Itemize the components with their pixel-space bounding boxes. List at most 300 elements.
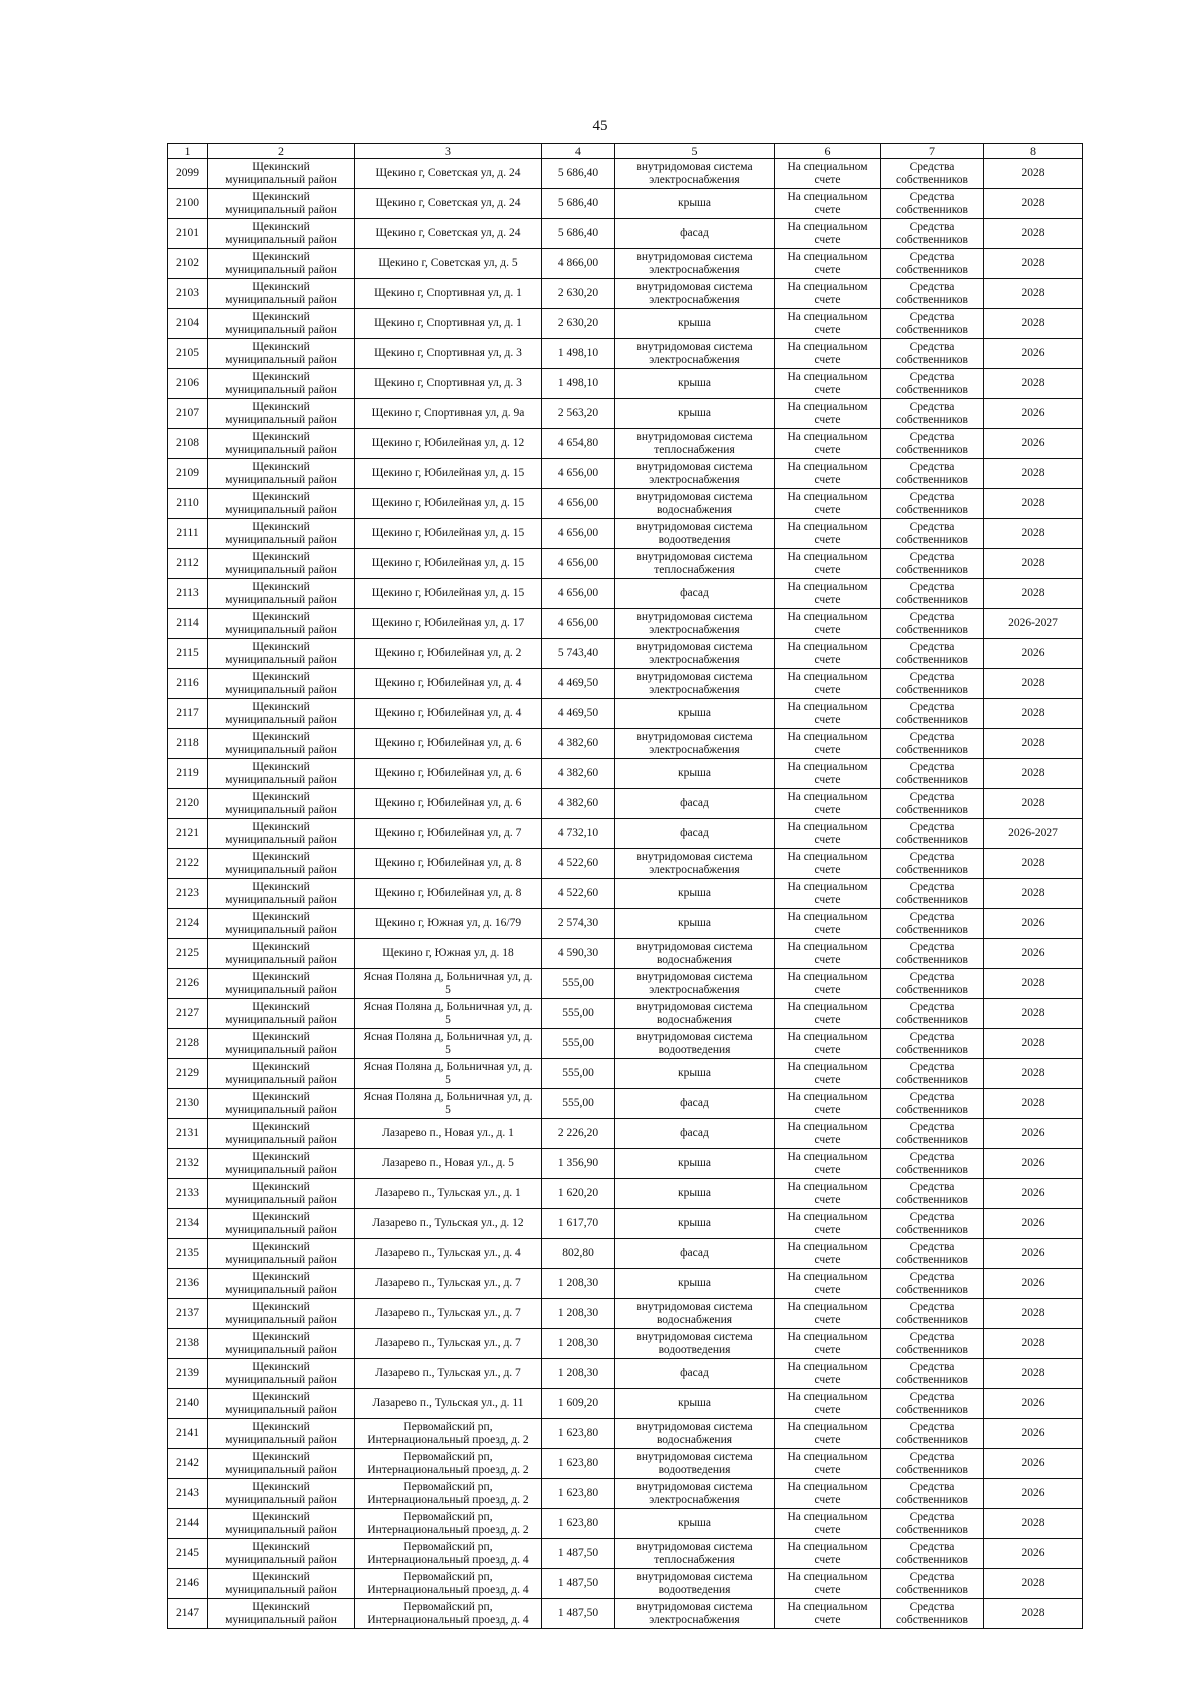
work-type-cell-line: водоотведения — [658, 1583, 731, 1596]
row-number — [168, 1419, 208, 1449]
district-cell — [208, 1599, 355, 1629]
district-cell-line: Щекинский — [252, 190, 310, 203]
work-type-cell-line: крыша — [677, 917, 712, 929]
district-cell — [208, 1239, 355, 1269]
fund-method-cell — [775, 789, 881, 819]
address-cell-line: Первомайский рп, — [403, 1540, 493, 1553]
table-row — [168, 279, 1083, 309]
district-cell-line: муниципальный район — [225, 563, 337, 576]
work-type-cell — [615, 279, 775, 309]
area-cell — [542, 459, 615, 489]
district-cell-line: муниципальный район — [225, 473, 337, 486]
address-cell — [355, 1089, 542, 1119]
row-number-line: 2125 — [176, 947, 199, 959]
year-cell — [984, 1059, 1083, 1089]
fund-method-cell — [775, 699, 881, 729]
district-cell — [208, 1059, 355, 1089]
funding-source-cell-line: собственников — [896, 1373, 968, 1386]
area-cell-line: 4 654,80 — [557, 437, 599, 449]
row-number-line: 2143 — [176, 1487, 199, 1499]
funding-source-cell-line: собственников — [896, 1013, 968, 1026]
row-number-line: 2135 — [176, 1247, 199, 1259]
fund-method-cell-line: На специальном — [787, 1360, 868, 1373]
address-cell-line: Лазарево п., Тульская ул., д. 7 — [375, 1337, 521, 1349]
district-cell-line: Щекинский — [252, 760, 310, 773]
district-cell-line: муниципальный район — [225, 353, 337, 366]
work-type-cell — [615, 1569, 775, 1599]
funding-source-cell — [881, 1449, 984, 1479]
district-cell-line: Щекинский — [252, 1540, 310, 1553]
fund-method-cell — [775, 279, 881, 309]
area-cell — [542, 609, 615, 639]
work-type-cell-line: крыша — [677, 1157, 712, 1169]
fund-method-cell — [775, 969, 881, 999]
funding-source-cell-line: Средства — [909, 460, 955, 473]
fund-method-cell-line: счете — [814, 893, 841, 906]
funding-source-cell-line: Средства — [909, 1240, 955, 1253]
funding-source-cell — [881, 1539, 984, 1569]
funding-source-cell-line: собственников — [896, 893, 968, 906]
table-row — [168, 699, 1083, 729]
area-cell — [542, 1179, 615, 1209]
fund-method-cell-line: На специальном — [787, 370, 868, 383]
district-cell-line: муниципальный район — [225, 1523, 337, 1536]
row-number — [168, 249, 208, 279]
column-header: 4 — [542, 144, 615, 159]
district-cell-line: муниципальный район — [225, 1013, 337, 1026]
year-cell — [984, 1209, 1083, 1239]
year-cell-line: 2028 — [1021, 287, 1045, 299]
funding-source-cell — [881, 369, 984, 399]
work-type-cell-line: электроснабжения — [649, 683, 740, 696]
district-cell-line: Щекинский — [252, 880, 310, 893]
funding-source-cell — [881, 819, 984, 849]
work-type-cell — [615, 909, 775, 939]
work-type-cell-line: внутридомовая система — [636, 1330, 753, 1343]
fund-method-cell-line: На специальном — [787, 1450, 868, 1463]
address-cell — [355, 1179, 542, 1209]
work-type-cell-line: крыша — [677, 317, 712, 329]
row-number — [168, 1269, 208, 1299]
district-cell-line: муниципальный район — [225, 743, 337, 756]
row-number-line: 2115 — [176, 647, 199, 659]
work-type-cell-line: крыша — [677, 1277, 712, 1289]
address-cell — [355, 399, 542, 429]
fund-method-cell-line: счете — [814, 1553, 841, 1566]
year-cell-line: 2026 — [1021, 1247, 1045, 1259]
address-cell — [355, 249, 542, 279]
row-number-line: 2107 — [176, 407, 199, 419]
table-row — [168, 1539, 1083, 1569]
table-row — [168, 729, 1083, 759]
work-type-cell-line: внутридомовая система — [636, 460, 753, 473]
work-type-cell-line: крыша — [677, 1217, 712, 1229]
address-cell — [355, 1479, 542, 1509]
funding-source-cell-line: собственников — [896, 263, 968, 276]
fund-method-cell-line: счете — [814, 1193, 841, 1206]
row-number-line: 2103 — [176, 287, 199, 299]
address-cell — [355, 189, 542, 219]
fund-method-cell-line: На специальном — [787, 1300, 868, 1313]
work-type-cell-line: водоснабжения — [656, 1433, 733, 1446]
row-number-line: 2136 — [176, 1277, 199, 1289]
district-cell-line: муниципальный район — [225, 443, 337, 456]
district-cell-line: Щекинский — [252, 1240, 310, 1253]
year-cell-line: 2028 — [1021, 1517, 1045, 1529]
year-cell-line: 2028 — [1021, 497, 1045, 509]
district-cell-line: Щекинский — [252, 580, 310, 593]
address-cell — [355, 909, 542, 939]
district-cell-line: муниципальный район — [225, 863, 337, 876]
work-type-cell-line: крыша — [677, 1397, 712, 1409]
work-type-cell-line: крыша — [677, 1187, 712, 1199]
year-cell-line: 2028 — [1021, 1367, 1045, 1379]
fund-method-cell — [775, 519, 881, 549]
district-cell-line: Щекинский — [252, 370, 310, 383]
row-number-line: 2101 — [176, 227, 199, 239]
district-cell-line: муниципальный район — [225, 1133, 337, 1146]
fund-method-cell-line: На специальном — [787, 280, 868, 293]
funding-source-cell-line: Средства — [909, 520, 955, 533]
area-cell — [542, 399, 615, 429]
funding-source-cell-line: собственников — [896, 713, 968, 726]
year-cell — [984, 609, 1083, 639]
row-number-line: 2117 — [176, 707, 199, 719]
work-type-cell — [615, 249, 775, 279]
funding-source-cell-line: собственников — [896, 293, 968, 306]
funding-source-cell-line: Средства — [909, 640, 955, 653]
year-cell — [984, 489, 1083, 519]
area-cell-line: 5 686,40 — [557, 227, 599, 239]
funding-source-cell-line: собственников — [896, 743, 968, 756]
funding-source-cell — [881, 249, 984, 279]
work-type-cell-line: крыша — [677, 1517, 712, 1529]
area-cell — [542, 1539, 615, 1569]
row-number-line: 2116 — [176, 677, 199, 689]
address-cell-line: Лазарево п., Тульская ул., д. 7 — [375, 1367, 521, 1379]
funding-source-cell — [881, 969, 984, 999]
funding-source-cell-line: собственников — [896, 323, 968, 336]
fund-method-cell — [775, 1599, 881, 1629]
year-cell — [984, 999, 1083, 1029]
fund-method-cell-line: На специальном — [787, 1210, 868, 1223]
work-type-cell-line: фасад — [680, 1127, 709, 1139]
fund-method-cell — [775, 219, 881, 249]
address-cell-line: Щекино г, Юбилейная ул, д. 15 — [371, 587, 525, 599]
work-type-cell — [615, 789, 775, 819]
address-cell-line: Щекино г, Спортивная ул, д. 9а — [371, 407, 525, 419]
work-type-cell-line: теплоснабжения — [654, 1553, 735, 1566]
address-cell-line: Щекино г, Юбилейная ул, д. 12 — [371, 437, 525, 449]
district-cell — [208, 609, 355, 639]
district-cell-line: Щекинский — [252, 1390, 310, 1403]
funding-source-cell-line: собственников — [896, 353, 968, 366]
work-type-cell — [615, 309, 775, 339]
fund-method-cell — [775, 849, 881, 879]
table-row — [168, 609, 1083, 639]
funding-source-cell-line: собственников — [896, 383, 968, 396]
row-number — [168, 819, 208, 849]
address-cell — [355, 969, 542, 999]
work-type-cell — [615, 1479, 775, 1509]
funding-source-cell-line: собственников — [896, 533, 968, 546]
year-cell — [984, 1599, 1083, 1629]
fund-method-cell-line: счете — [814, 623, 841, 636]
row-number-line: 2139 — [176, 1367, 199, 1379]
funding-source-cell-line: Средства — [909, 1450, 955, 1463]
fund-method-cell — [775, 1539, 881, 1569]
funding-source-cell-line: собственников — [896, 1133, 968, 1146]
fund-method-cell — [775, 999, 881, 1029]
district-cell — [208, 1209, 355, 1239]
funding-source-cell-line: собственников — [896, 473, 968, 486]
work-type-cell — [615, 189, 775, 219]
funding-source-cell-line: собственников — [896, 983, 968, 996]
year-cell-line: 2028 — [1021, 857, 1045, 869]
fund-method-cell-line: На специальном — [787, 1180, 868, 1193]
work-type-cell — [615, 429, 775, 459]
address-cell-line: Щекино г, Юбилейная ул, д. 6 — [374, 797, 522, 809]
table-row — [168, 1269, 1083, 1299]
district-cell — [208, 1149, 355, 1179]
fund-method-cell-line: счете — [814, 653, 841, 666]
work-type-cell — [615, 1299, 775, 1329]
fund-method-cell-line: счете — [814, 1313, 841, 1326]
year-cell — [984, 159, 1083, 189]
work-type-cell-line: электроснабжения — [649, 743, 740, 756]
district-cell-line: Щекинский — [252, 820, 310, 833]
fund-method-cell-line: На специальном — [787, 490, 868, 503]
work-type-cell — [615, 519, 775, 549]
work-type-cell — [615, 1269, 775, 1299]
address-cell — [355, 879, 542, 909]
row-number-line: 2128 — [176, 1037, 199, 1049]
column-header: 6 — [775, 144, 881, 159]
area-cell-line: 1 623,80 — [557, 1457, 599, 1469]
funding-source-cell — [881, 759, 984, 789]
address-cell-line: Первомайский рп, — [403, 1510, 493, 1523]
work-type-cell-line: электроснабжения — [649, 623, 740, 636]
district-cell — [208, 429, 355, 459]
work-type-cell-line: внутридомовая система — [636, 1000, 753, 1013]
table-row — [168, 999, 1083, 1029]
funding-source-cell — [881, 1569, 984, 1599]
area-cell-line: 1 356,90 — [557, 1157, 599, 1169]
work-type-cell-line: внутридомовая система — [636, 640, 753, 653]
district-cell-line: муниципальный район — [225, 1343, 337, 1356]
district-cell — [208, 519, 355, 549]
year-cell-line: 2028 — [1021, 227, 1045, 239]
district-cell-line: муниципальный район — [225, 653, 337, 666]
work-type-cell-line: электроснабжения — [649, 1613, 740, 1626]
area-cell — [542, 549, 615, 579]
year-cell — [984, 1569, 1083, 1599]
district-cell-line: Щекинский — [252, 1360, 310, 1373]
area-cell-line: 4 469,50 — [557, 677, 599, 689]
work-type-cell-line: электроснабжения — [649, 293, 740, 306]
fund-method-cell — [775, 309, 881, 339]
address-cell — [355, 639, 542, 669]
district-cell — [208, 939, 355, 969]
work-type-cell-line: крыша — [677, 1067, 712, 1079]
year-cell-line: 2026 — [1021, 437, 1045, 449]
work-type-cell-line: водоотведения — [658, 1343, 731, 1356]
table-row — [168, 1599, 1083, 1629]
district-cell — [208, 819, 355, 849]
area-cell-line: 4 866,00 — [557, 257, 599, 269]
table-row — [168, 1119, 1083, 1149]
work-type-cell — [615, 159, 775, 189]
area-cell-line: 1 487,50 — [557, 1547, 599, 1559]
area-cell — [542, 429, 615, 459]
table-row — [168, 969, 1083, 999]
area-cell — [542, 1509, 615, 1539]
area-cell-line: 1 623,80 — [557, 1517, 599, 1529]
row-number-line: 2141 — [176, 1427, 199, 1439]
row-number-line: 2129 — [176, 1067, 199, 1079]
table-row — [168, 1359, 1083, 1389]
fund-method-cell-line: счете — [814, 983, 841, 996]
work-type-cell — [615, 1389, 775, 1419]
row-number-line: 2111 — [176, 527, 199, 539]
work-type-cell — [615, 1059, 775, 1089]
work-type-cell-line: теплоснабжения — [654, 563, 735, 576]
address-cell — [355, 759, 542, 789]
address-cell — [355, 1509, 542, 1539]
row-number-line: 2119 — [176, 767, 199, 779]
funding-source-cell — [881, 939, 984, 969]
work-type-cell — [615, 819, 775, 849]
fund-method-cell — [775, 399, 881, 429]
funding-source-cell-line: собственников — [896, 1553, 968, 1566]
area-cell-line: 4 522,60 — [557, 887, 599, 899]
funding-source-cell — [881, 729, 984, 759]
district-cell — [208, 549, 355, 579]
district-cell-line: муниципальный район — [225, 1073, 337, 1086]
district-cell-line: муниципальный район — [225, 623, 337, 636]
address-cell-line: Щекино г, Юбилейная ул, д. 15 — [371, 467, 525, 479]
district-cell-line: Щекинский — [252, 1060, 310, 1073]
address-cell — [355, 1119, 542, 1149]
funding-source-cell-line: Средства — [909, 550, 955, 563]
funding-source-cell — [881, 999, 984, 1029]
row-number — [168, 519, 208, 549]
address-cell — [355, 609, 542, 639]
year-cell — [984, 879, 1083, 909]
row-number-line: 2124 — [176, 917, 199, 929]
funding-source-cell-line: собственников — [896, 413, 968, 426]
row-number — [168, 969, 208, 999]
work-type-cell — [615, 669, 775, 699]
district-cell-line: Щекинский — [252, 610, 310, 623]
fund-method-cell — [775, 819, 881, 849]
district-cell-line: муниципальный район — [225, 413, 337, 426]
work-type-cell-line: фасад — [680, 797, 709, 809]
area-cell-line: 4 656,00 — [557, 557, 599, 569]
work-type-cell — [615, 1509, 775, 1539]
fund-method-cell-line: На специальном — [787, 1090, 868, 1103]
table-row — [168, 1209, 1083, 1239]
funding-source-cell-line: собственников — [896, 1463, 968, 1476]
funding-source-cell — [881, 579, 984, 609]
year-cell-line: 2028 — [1021, 1007, 1045, 1019]
funding-source-cell — [881, 909, 984, 939]
district-cell-line: муниципальный район — [225, 293, 337, 306]
address-cell — [355, 789, 542, 819]
funding-source-cell — [881, 1089, 984, 1119]
address-cell-line: Щекино г, Юбилейная ул, д. 8 — [374, 887, 522, 899]
address-cell-line: Щекино г, Южная ул, д. 16/79 — [374, 917, 522, 929]
district-cell-line: муниципальный район — [225, 1433, 337, 1446]
funding-source-cell-line: Средства — [909, 820, 955, 833]
address-cell-line: Интернациональный проезд, д. 4 — [367, 1553, 529, 1566]
address-cell-line: 5 — [445, 1043, 451, 1056]
year-cell-line: 2028 — [1021, 767, 1045, 779]
fund-method-cell — [775, 909, 881, 939]
district-cell-line: Щекинский — [252, 520, 310, 533]
fund-method-cell — [775, 369, 881, 399]
address-cell — [355, 279, 542, 309]
row-number — [168, 159, 208, 189]
fund-method-cell-line: счете — [814, 833, 841, 846]
area-cell — [542, 879, 615, 909]
header-row — [168, 144, 1083, 159]
district-cell-line: Щекинский — [252, 850, 310, 863]
year-cell — [984, 849, 1083, 879]
address-cell-line: Щекино г, Спортивная ул, д. 1 — [374, 287, 522, 299]
fund-method-cell-line: На специальном — [787, 580, 868, 593]
funding-source-cell — [881, 519, 984, 549]
district-cell-line: Щекинский — [252, 1300, 310, 1313]
fund-method-cell-line: счете — [814, 413, 841, 426]
area-cell — [542, 669, 615, 699]
address-cell-line: Ясная Поляна д, Больничная ул, д. — [363, 1060, 533, 1073]
work-type-cell — [615, 549, 775, 579]
funding-source-cell-line: Средства — [909, 1000, 955, 1013]
row-number — [168, 1509, 208, 1539]
year-cell-line: 2026 — [1021, 1397, 1045, 1409]
area-cell — [542, 279, 615, 309]
district-cell — [208, 639, 355, 669]
year-cell-line: 2026 — [1021, 1217, 1045, 1229]
work-type-cell-line: электроснабжения — [649, 263, 740, 276]
year-cell-line: 2026 — [1021, 917, 1045, 929]
year-cell — [984, 1119, 1083, 1149]
address-cell-line: Щекино г, Юбилейная ул, д. 2 — [374, 647, 522, 659]
funding-source-cell — [881, 789, 984, 819]
year-cell — [984, 669, 1083, 699]
area-cell-line: 555,00 — [562, 977, 594, 989]
work-type-cell — [615, 969, 775, 999]
fund-method-cell-line: счете — [814, 1433, 841, 1446]
address-cell-line: Интернациональный проезд, д. 2 — [367, 1433, 529, 1446]
year-cell — [984, 699, 1083, 729]
fund-method-cell-line: На специальном — [787, 1330, 868, 1343]
year-cell — [984, 249, 1083, 279]
fund-method-cell-line: На специальном — [787, 220, 868, 233]
row-number — [168, 1059, 208, 1089]
district-cell — [208, 849, 355, 879]
district-cell-line: муниципальный район — [225, 593, 337, 606]
address-cell — [355, 849, 542, 879]
year-cell — [984, 549, 1083, 579]
fund-method-cell-line: На специальном — [787, 1390, 868, 1403]
work-type-cell — [615, 369, 775, 399]
funding-source-cell — [881, 1119, 984, 1149]
district-cell-line: муниципальный район — [225, 1613, 337, 1626]
work-type-cell — [615, 699, 775, 729]
funding-source-cell-line: собственников — [896, 1613, 968, 1626]
